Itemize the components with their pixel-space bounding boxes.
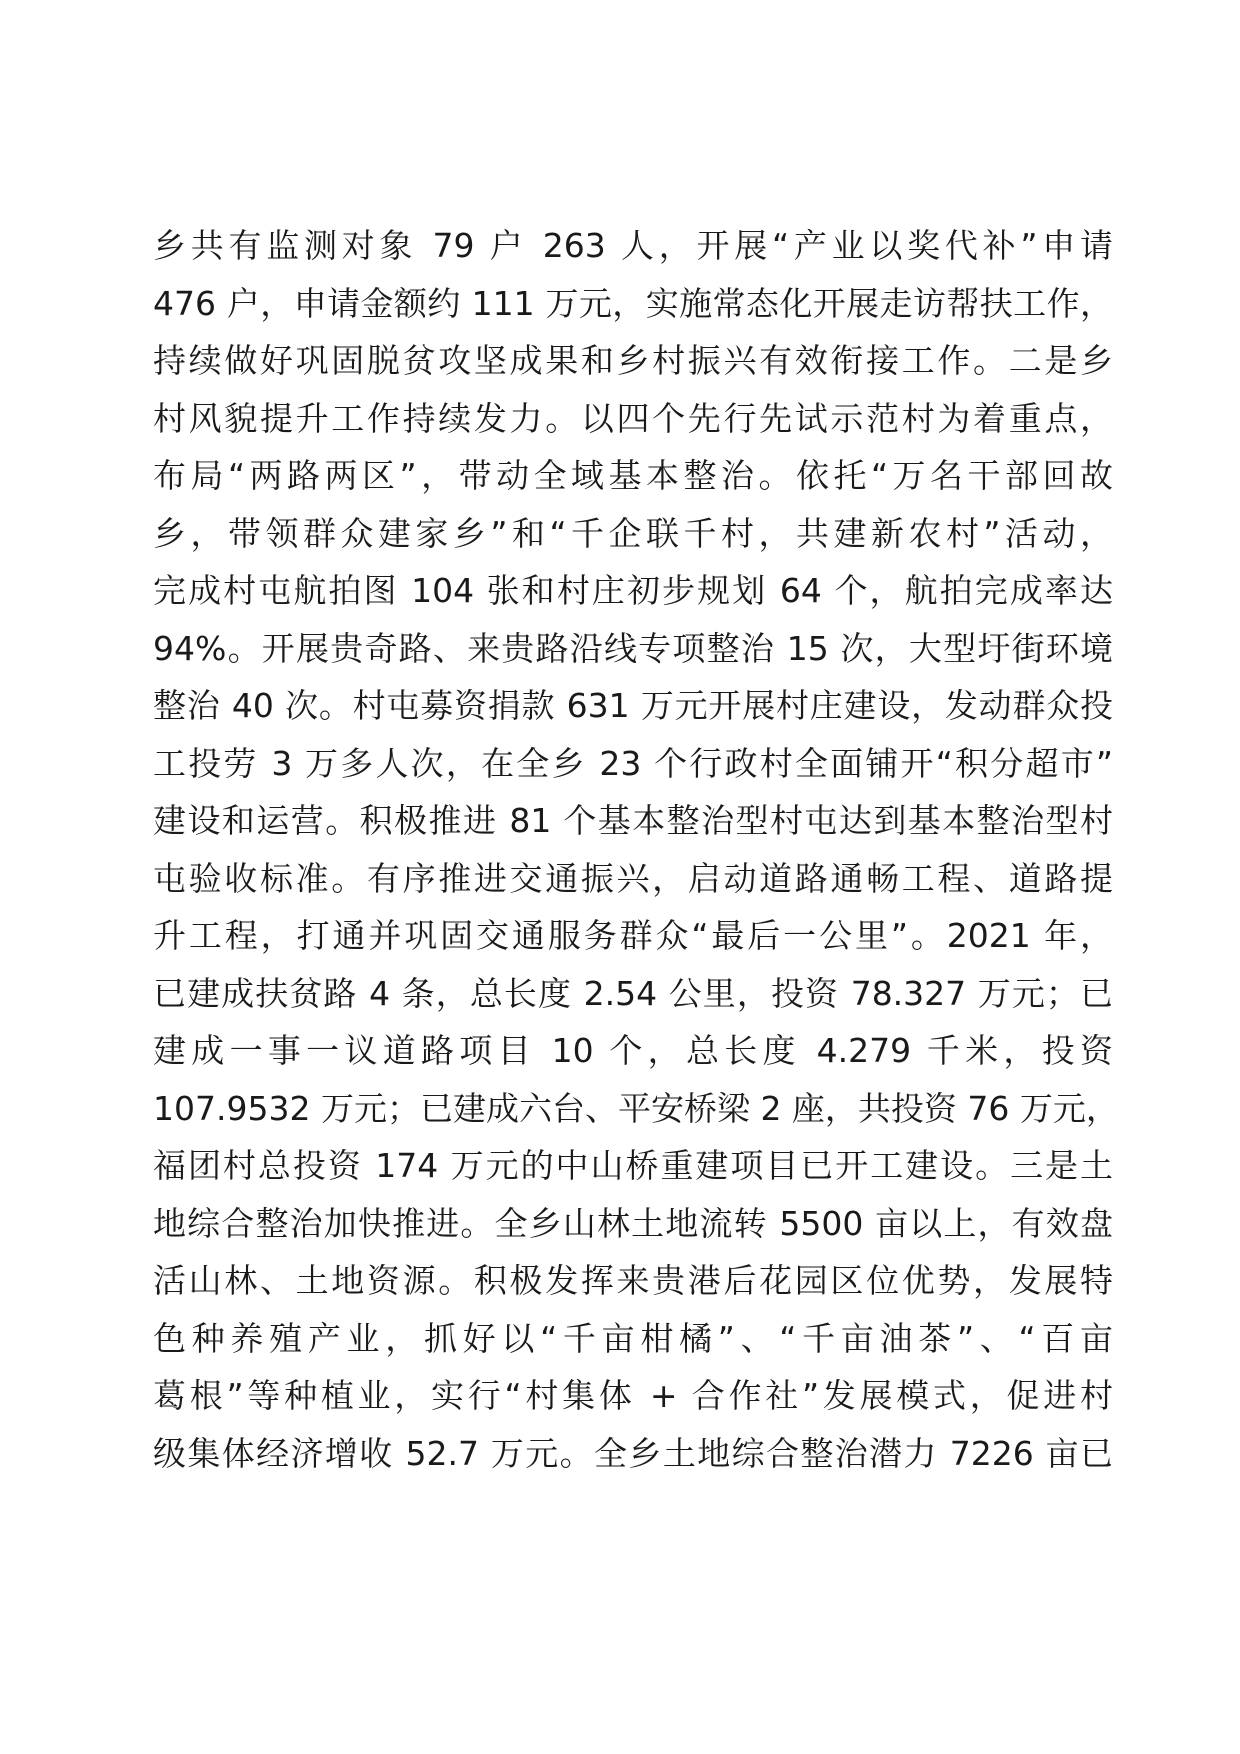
text-line-16: 107.9532 万元；已建成六台、平安桥梁 2 座，共投资 76 万元， xyxy=(153,1088,1119,1128)
text-line-8: 94%。开展贵奇路、来贵路沿线专项整治 15 次，大型圩街环境 xyxy=(153,628,1113,668)
text-line-20: 色种养殖产业，抓好以“千亩柑橘”、“千亩油茶”、“百亩 xyxy=(153,1318,1113,1358)
text-line-19: 活山林、土地资源。积极发挥来贵港后花园区位优势，发展特 xyxy=(153,1261,1113,1300)
text-line-18: 地综合整治加快推进。全乡山林土地流转 5500 亩以上，有效盘 xyxy=(153,1203,1113,1243)
text-line-17: 福团村总投资 174 万元的中山桥重建项目已开工建设。三是土 xyxy=(153,1146,1113,1185)
text-line-12: 屯验收标准。有序推进交通振兴，启动道路通畅工程、道路提 xyxy=(153,858,1113,898)
text-line-11: 建设和运营。积极推进 81 个基本整治型村屯达到基本整治型村 xyxy=(153,801,1113,840)
text-line-2: 476 户，申请金额约 111 万元，实施常态化开展走访帮扶工作， xyxy=(153,283,1113,323)
text-line-21: 葛根”等种植业，实行“村集体 + 合作社”发展模式，促进村 xyxy=(153,1376,1113,1415)
text-line-4: 村风貌提升工作持续发力。以四个先行先试示范村为着重点， xyxy=(153,398,1113,438)
text-line-15: 建成一事一议道路项目 10 个，总长度 4.279 千米，投资 xyxy=(153,1031,1113,1070)
text-line-1: 乡共有监测对象 79 户 263 人，开展“产业以奖代补”申请 xyxy=(153,226,1113,265)
text-line-6: 乡，带领群众建家乡”和“千企联千村，共建新农村”活动， xyxy=(153,513,1113,553)
text-line-14: 已建成扶贫路 4 条，总长度 2.54 公里，投资 78.327 万元；已 xyxy=(153,973,1113,1013)
text-line-5: 布局“两路两区”，带动全域基本整治。依托“万名干部回故 xyxy=(153,456,1113,495)
text-line-9: 整治 40 次。村屯募资捐款 631 万元开展村庄建设，发动群众投 xyxy=(153,686,1113,725)
body-paragraph xyxy=(153,217,1119,1482)
text-line-10: 工投劳 3 万多人次，在全乡 23 个行政村全面铺开“积分超市” xyxy=(153,743,1113,783)
text-line-3: 持续做好巩固脱贫攻坚成果和乡村振兴有效衔接工作。二是乡 xyxy=(153,341,1113,380)
text-line-7: 完成村屯航拍图 104 张和村庄初步规划 64 个，航拍完成率达 xyxy=(153,571,1113,610)
text-line-13: 升工程，打通并巩固交通服务群众“最后一公里”。2021 年， xyxy=(153,916,1113,955)
text-line-22: 级集体经济增收 52.7 万元。全乡土地综合整治潜力 7226 亩已 xyxy=(153,1433,1113,1473)
